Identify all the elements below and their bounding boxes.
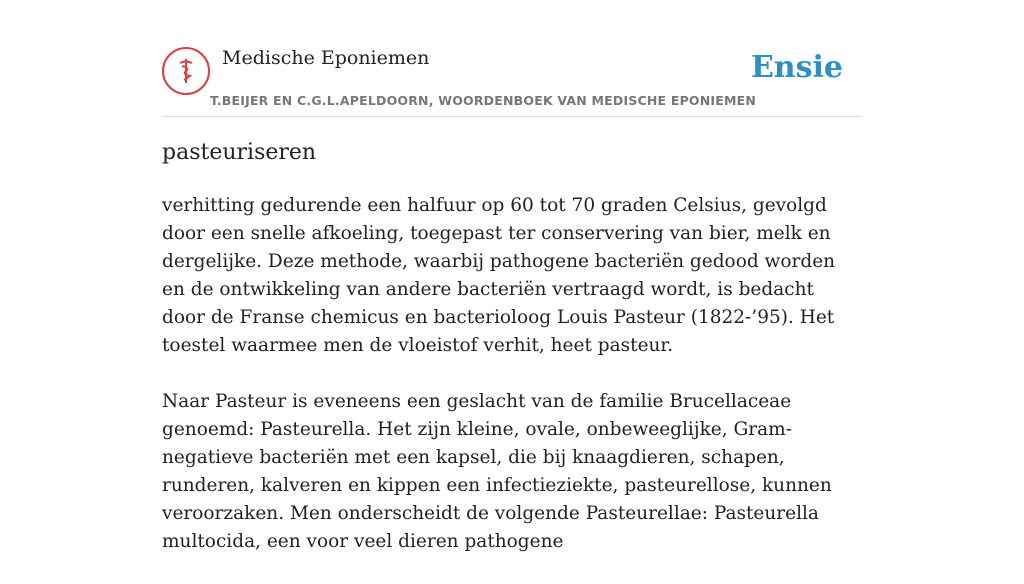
caduceus-svg: [171, 56, 201, 86]
ensie-logo-link[interactable]: Ensie: [750, 50, 843, 85]
page: [162, 0, 862, 552]
source-title[interactable]: Medische Eponiemen: [222, 47, 430, 69]
medical-caduceus-icon[interactable]: [162, 47, 210, 95]
header: [162, 0, 862, 117]
definition-paragraph: Naar Pasteur is eveneens een geslacht van de familie Brucellaceae genoemd: Pasteurella. Het zijn kleine, ovale, onbeweeglijke, Gram-negatieve bacteriën met een kapsel, die bij knaagdieren, schapen, runderen, kalveren en kippen een infectieziekte, pasteurellose, kunnen veroorzaken. Men onderscheidt de volgende Pasteurellae: Pasteurella multocida, een voor veel dieren pathogene: [162, 391, 832, 552]
definition-paragraph: verhitting gedurende een halfuur op 60 tot 70 graden Celsius, gevolgd door een snelle afkoeling, toegepast ter conservering van bier, melk en dergelijke. Deze methode, waarbij pathogene bacteriën gedood worden en de ontwikkeling van andere bacteriën vertraagd wordt, is bedacht door de Franse chemicus en bacterioloog Louis Pasteur (1822-’95). Het toestel waarmee men de vloeistof verhit, heet pasteur.: [162, 195, 836, 356]
entry-headword: pasteuriseren: [162, 140, 317, 165]
entry-definition: [162, 192, 862, 584]
source-subtitle: T.BEIJER EN C.G.L.APELDOORN, WOORDENBOEK VAN MEDISCHE EPONIEMEN: [210, 93, 757, 108]
